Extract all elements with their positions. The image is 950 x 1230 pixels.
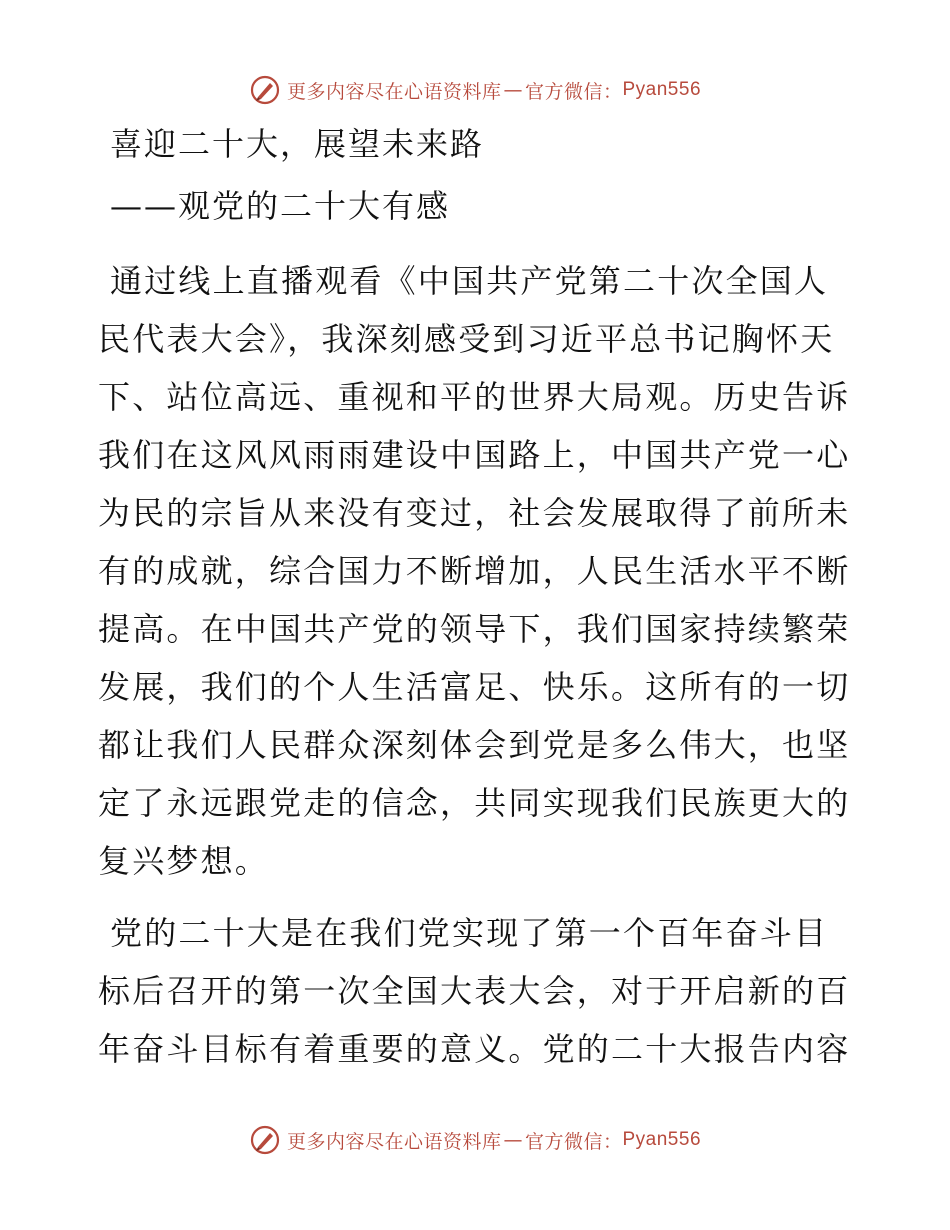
paragraph-line: 定了永远跟党走的信念，共同实现我们民族更大的 xyxy=(98,784,851,822)
paragraph-2 xyxy=(98,904,858,1078)
paragraph-line: 年奋斗目标有着重要的意义。党的二十大报告内容 xyxy=(98,1030,851,1068)
watermark-text: 更多内容尽在心语资料库 xyxy=(286,80,502,103)
pen-logo-icon xyxy=(249,74,281,106)
document-body xyxy=(98,122,858,1078)
document-subtitle: ——观党的二十大有感 xyxy=(110,187,451,225)
watermark-dash: — xyxy=(503,79,523,101)
watermark-text: 更多内容尽在心语资料库 xyxy=(286,1130,502,1153)
watermark-dash: — xyxy=(503,1129,523,1151)
paragraph-line: 党的二十大是在我们党实现了第一个百年奋斗目 xyxy=(110,914,829,952)
paragraph-1 xyxy=(98,252,858,890)
watermark-footer xyxy=(0,1120,950,1160)
paragraph-line: 都让我们人民群众深刻体会到党是多么伟大，也坚 xyxy=(98,726,851,764)
paragraph-line: 通过线上直播观看《中国共产党第二十次全国人 xyxy=(110,262,829,300)
pen-logo-icon xyxy=(249,1124,281,1156)
watermark-handle: Pyan556 xyxy=(622,1129,702,1150)
paragraph-line: 复兴梦想。 xyxy=(98,842,270,880)
watermark-label: 官方微信： xyxy=(524,1130,623,1153)
paragraph-line: 我们在这风风雨雨建设中国路上，中国共产党一心 xyxy=(98,436,851,474)
document-title: 喜迎二十大，展望未来路 xyxy=(110,125,485,163)
watermark-label: 官方微信： xyxy=(524,80,623,103)
paragraph-line: 下、站位高远、重视和平的世界大局观。历史告诉 xyxy=(98,378,851,416)
paragraph-line: 标后召开的第一次全国大表大会，对于开启新的百 xyxy=(98,972,851,1010)
paragraph-line: 有的成就，综合国力不断增加，人民生活水平不断 xyxy=(98,552,851,590)
paragraph-line: 提高。在中国共产党的领导下，我们国家持续繁荣 xyxy=(98,610,851,648)
paragraph-line: 为民的宗旨从来没有变过，社会发展取得了前所未 xyxy=(98,494,851,532)
paragraph-line: 发展，我们的个人生活富足、快乐。这所有的一切 xyxy=(98,668,851,706)
watermark-header xyxy=(0,70,950,110)
paragraph-line: 民代表大会》，我深刻感受到习近平总书记胸怀天 xyxy=(98,320,835,358)
watermark-handle: Pyan556 xyxy=(622,79,702,100)
